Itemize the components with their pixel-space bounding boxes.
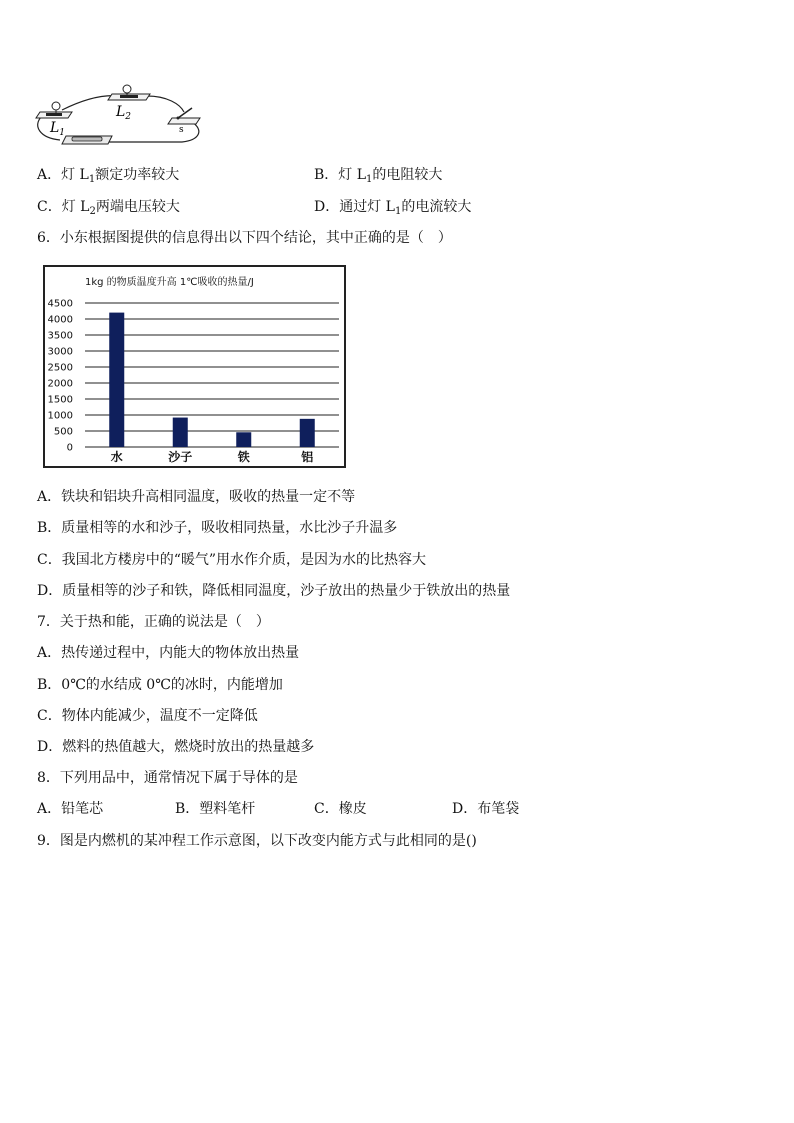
lamp-l2 xyxy=(108,85,150,100)
label-l2: $L_2$ xyxy=(116,104,132,122)
label-s: s xyxy=(179,125,184,135)
category-label: 水 xyxy=(110,450,123,464)
lamp-l1 xyxy=(36,102,72,118)
bar-2 xyxy=(236,432,251,447)
y-tick-label: 500 xyxy=(53,426,73,438)
q8-option-d: D．布笔袋 xyxy=(452,801,520,817)
bar-0 xyxy=(109,313,124,447)
bar-3 xyxy=(300,419,315,447)
q5-option-a: A．灯 $L_1$额定功率较大 xyxy=(37,167,180,185)
y-tick-label: 3500 xyxy=(47,330,73,342)
q7-option-d: D．燃料的热值越大，燃烧时放出的热量越多 xyxy=(37,739,315,755)
q6-option-b: B．质量相等的水和沙子，吸收相同热量，水比沙子升温多 xyxy=(37,520,398,536)
y-tick-label: 2500 xyxy=(47,362,73,374)
q7-option-c: C．物体内能减少，温度不一定降低 xyxy=(37,708,258,724)
q7-option-b: B．0℃的水结成 0℃的冰时，内能增加 xyxy=(37,677,283,693)
heat-bar-chart xyxy=(43,265,346,468)
y-tick-label: 2000 xyxy=(47,378,73,390)
q7-stem: 7．关于热和能，正确的说法是（ ） xyxy=(37,614,270,630)
switch-s xyxy=(168,108,200,124)
q8-option-a: A．铅笔芯 xyxy=(37,801,104,817)
y-tick-label: 1000 xyxy=(47,410,73,422)
category-label: 铁 xyxy=(237,450,250,464)
y-tick-label: 4000 xyxy=(47,314,73,326)
category-label: 沙子 xyxy=(168,450,193,464)
y-tick-label: 3000 xyxy=(47,346,73,358)
q5-option-b: B．灯 $L_1$的电阻较大 xyxy=(314,167,443,185)
q6-option-c: C．我国北方楼房中的“暖气”用水作介质，是因为水的比热容大 xyxy=(37,552,427,568)
chart-title: 1kg 的物质温度升高 1℃吸收的热量/J xyxy=(85,277,254,288)
y-tick-label: 4500 xyxy=(47,298,73,310)
q6-option-a: A．铁块和铝块升高相同温度，吸收的热量一定不等 xyxy=(37,489,356,505)
circuit-diagram xyxy=(32,82,207,150)
q8-option-c: C．橡皮 xyxy=(314,801,367,817)
q9-stem: 9．图是内燃机的某冲程工作示意图，以下改变内能方式与此相同的是() xyxy=(37,833,477,849)
chart-canvas xyxy=(45,267,344,466)
y-tick-label: 1500 xyxy=(47,394,73,406)
label-l1: $L_1$ xyxy=(50,120,66,138)
bar-1 xyxy=(173,418,188,447)
q8-stem: 8．下列用品中，通常情况下属于导体的是 xyxy=(37,770,298,786)
battery xyxy=(62,136,112,144)
y-tick-label: 0 xyxy=(66,442,73,454)
q7-option-a: A．热传递过程中，内能大的物体放出热量 xyxy=(37,645,300,661)
q8-option-b: B．塑料笔杆 xyxy=(175,801,256,817)
category-label: 铝 xyxy=(301,450,314,464)
q5-option-c: C．灯 $L_2$两端电压较大 xyxy=(37,199,180,217)
q6-stem: 6．小东根据图提供的信息得出以下四个结论，其中正确的是（ ） xyxy=(37,230,452,246)
q5-option-d: D．通过灯 $L_1$的电流较大 xyxy=(314,199,472,217)
q6-option-d: D．质量相等的沙子和铁，降低相同温度，沙子放出的热量少于铁放出的热量 xyxy=(37,583,511,599)
